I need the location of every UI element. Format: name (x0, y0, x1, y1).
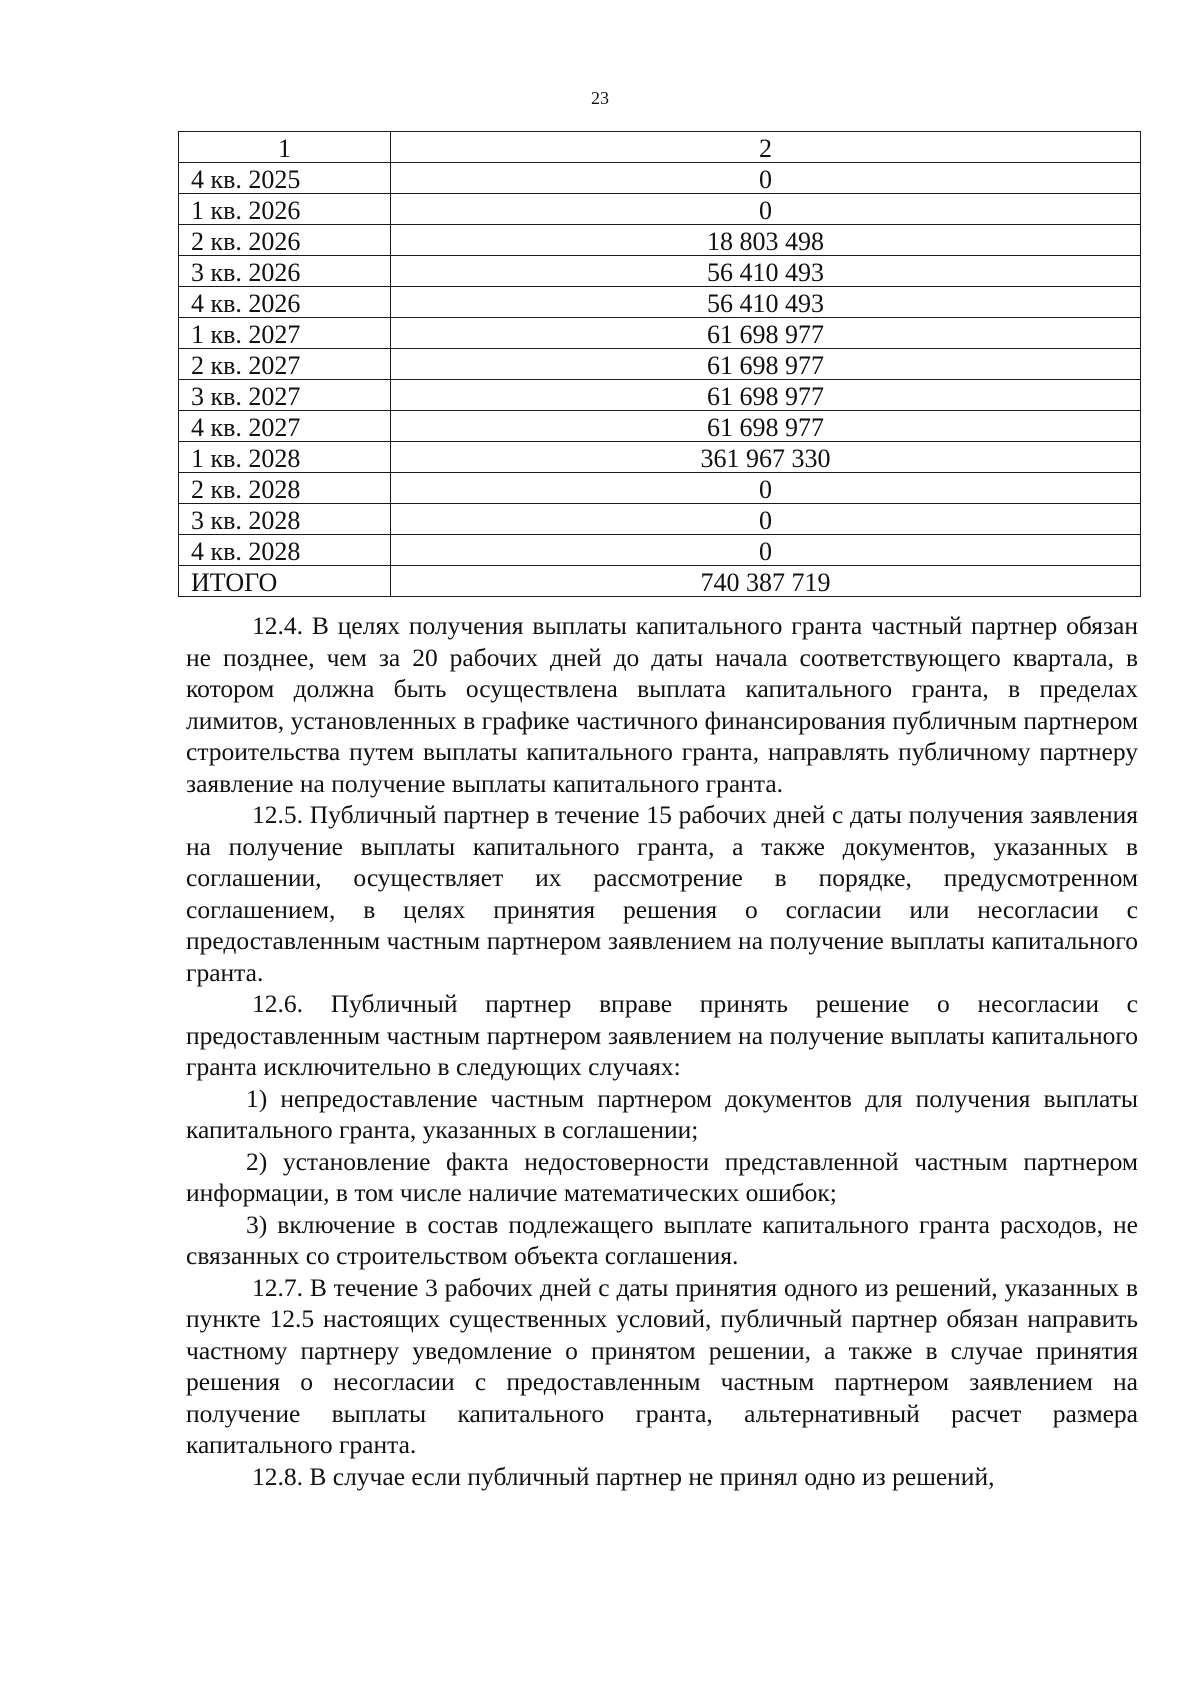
column-header-2: 2 (391, 132, 1141, 163)
total-amount-cell: 740 387 719 (391, 566, 1141, 597)
list-item-1: 1) непредоставление частным партнером документов для получения выплаты капитального гранта, указанных в соглашении; (186, 1083, 1138, 1144)
table-row (179, 163, 1141, 194)
table-row (179, 380, 1141, 411)
total-label-cell: ИТОГО (179, 566, 391, 597)
page-number: 23 (591, 88, 609, 108)
amount-cell: 18 803 498 (391, 225, 1141, 256)
period-cell: 4 кв. 2028 (179, 535, 391, 566)
period-cell: 3 кв. 2028 (179, 504, 391, 535)
paragraph-12-6: 12.6. Публичный партнер вправе принять решение о несогласии с предоставленным частным партнером заявлением на получение выплаты капитального гранта исключительно в следующих случаях: (186, 989, 1138, 1081)
period-cell: 4 кв. 2027 (179, 411, 391, 442)
amount-cell: 56 410 493 (391, 287, 1141, 318)
amount-cell: 0 (391, 473, 1141, 504)
period-cell: 4 кв. 2026 (179, 287, 391, 318)
period-cell: 2 кв. 2028 (179, 473, 391, 504)
table-row (179, 225, 1141, 256)
list-item-2: 2) установление факта недостоверности представленной частным партнером информации, в том числе наличие математических ошибок; (186, 1146, 1138, 1207)
amount-cell: 56 410 493 (391, 256, 1141, 287)
period-cell: 2 кв. 2026 (179, 225, 391, 256)
table-row (179, 442, 1141, 473)
amount-cell: 0 (391, 504, 1141, 535)
table-row (179, 535, 1141, 566)
period-cell: 1 кв. 2028 (179, 442, 391, 473)
table-row (179, 473, 1141, 504)
period-cell: 2 кв. 2027 (179, 349, 391, 380)
table-row (179, 349, 1141, 380)
amount-cell: 0 (391, 163, 1141, 194)
document-body (186, 610, 1138, 1492)
amount-cell: 0 (391, 194, 1141, 225)
column-header-1: 1 (179, 132, 391, 163)
table-row (179, 411, 1141, 442)
paragraph-12-8: 12.8. В случае если публичный партнер не принял одно из решений, (252, 1461, 995, 1491)
table-row (179, 504, 1141, 535)
amount-cell: 0 (391, 535, 1141, 566)
list-item-3: 3) включение в состав подлежащего выплате капитального гранта расходов, не связанных со строительством объекта соглашения. (186, 1209, 1138, 1270)
paragraph-12-5: 12.5. Публичный партнер в течение 15 рабочих дней с даты получения заявления на получение выплаты капитального гранта, а также документов, указанных в соглашении, осуществляет их рассмотрение в порядке, предусмотренном соглашением, в целях принятия решения о согласии или несогласии с предоставленным частным партнером заявлением на получение выплаты капитального гранта. (186, 800, 1138, 987)
amount-cell: 61 698 977 (391, 349, 1141, 380)
financing-schedule-table (178, 131, 1141, 597)
paragraph-12-7: 12.7. В течение 3 рабочих дней с даты принятия одного из решений, указанных в пункте 12.5 настоящих существенных условий, публичный партнер обязан направить частному партнеру уведомление о принятом решении, а также в случае принятия решения о несогласии с предоставленным частным партнером заявлением на получение выплаты капитального гранта, альтернативный расчет размера капитального гранта. (186, 1272, 1138, 1459)
paragraph-12-4: 12.4. В целях получения выплаты капитального гранта частный партнер обязан не позднее, чем за 20 рабочих дней до даты начала соответствующего квартала, в котором должна быть осуществлена выплата капитального гранта, в пределах лимитов, установленных в графике частичного финансирования публичным партнером строительства путем выплаты капитального гранта, направлять публичному партнеру заявление на получение выплаты капитального гранта. (186, 611, 1138, 798)
table-row (179, 256, 1141, 287)
period-cell: 1 кв. 2026 (179, 194, 391, 225)
table-row (179, 194, 1141, 225)
amount-cell: 61 698 977 (391, 318, 1141, 349)
table-total-row (179, 566, 1141, 597)
period-cell: 4 кв. 2025 (179, 163, 391, 194)
table-row (179, 287, 1141, 318)
period-cell: 3 кв. 2026 (179, 256, 391, 287)
amount-cell: 61 698 977 (391, 411, 1141, 442)
amount-cell: 361 967 330 (391, 442, 1141, 473)
period-cell: 3 кв. 2027 (179, 380, 391, 411)
period-cell: 1 кв. 2027 (179, 318, 391, 349)
amount-cell: 61 698 977 (391, 380, 1141, 411)
table-row (179, 318, 1141, 349)
table-header-row (179, 132, 1141, 163)
